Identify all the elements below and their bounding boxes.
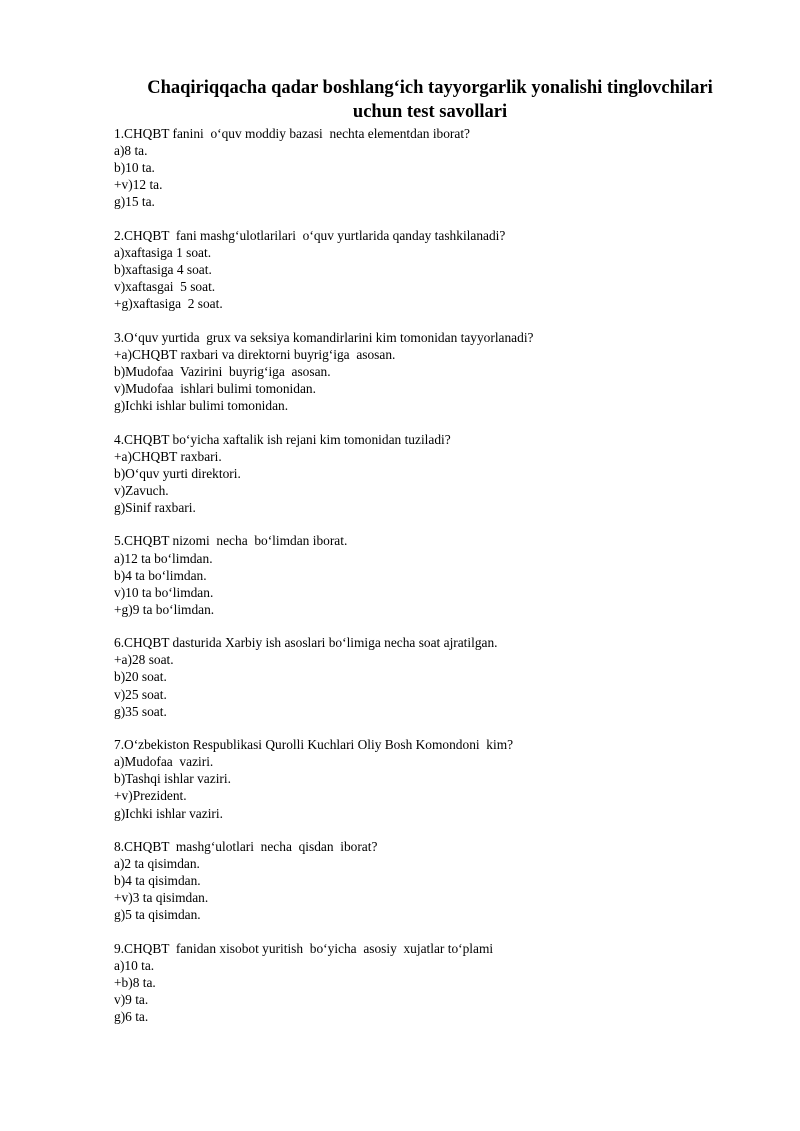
answer-option: g)Ichki ishlar bulimi tomonidan.: [114, 398, 289, 414]
question-block: [114, 838, 754, 923]
answer-option: a)Mudofaa vaziri.: [114, 754, 214, 770]
answer-option: +v)3 ta qisimdan.: [114, 890, 209, 906]
answer-option: a)8 ta.: [114, 143, 148, 159]
answer-option: a)2 ta qisimdan.: [114, 856, 200, 872]
answer-option: +b)8 ta.: [114, 975, 156, 991]
answer-option: b)4 ta qisimdan.: [114, 873, 201, 889]
answer-option: b)xaftasiga 4 soat.: [114, 262, 212, 278]
answer-option: v)10 ta bo‘limdan.: [114, 584, 214, 600]
answer-option: b)4 ta bo‘limdan.: [114, 567, 207, 583]
answer-option: +a)28 soat.: [114, 652, 174, 668]
question-block: [114, 940, 754, 1025]
question-block: [114, 125, 754, 210]
answer-option: g)Ichki ishlar vaziri.: [114, 805, 223, 821]
question-block: [114, 329, 754, 414]
title-line-1: Chaqiriqqacha qadar boshlang‘ich tayyorgarlik yonalishi tinglovchilari: [147, 78, 713, 98]
answer-option: +a)CHQBT raxbari va direktorni buyrig‘iga asosan.: [114, 346, 396, 362]
title-line-2: uchun test savollari: [352, 102, 508, 122]
question-text: 1.CHQBT fanini o‘quv moddiy bazasi nechta elementdan iborat?: [114, 126, 470, 141]
answer-option: g)15 ta.: [114, 194, 155, 210]
question-text: 7.O‘zbekiston Respublikasi Qurolli Kuchlari Oliy Bosh Komondoni kim?: [114, 737, 514, 753]
question-block: [114, 532, 754, 617]
question-block: [114, 431, 754, 516]
question-list: [114, 125, 754, 1042]
question-text: 6.CHQBT dasturida Xarbiy ish asoslari bo‘limiga necha soat ajratilgan.: [114, 635, 498, 651]
question-block: [114, 227, 754, 312]
question-block: [114, 736, 754, 821]
answer-option: v)xaftasgai 5 soat.: [114, 279, 216, 295]
answer-option: b)20 soat.: [114, 669, 167, 685]
question-text: 3.O‘quv yurtida grux va seksiya komandirlarini kim tomonidan tayyorlanadi?: [114, 329, 534, 345]
answer-option: v)Zavuch.: [114, 482, 169, 498]
answer-option: g)Sinif raxbari.: [114, 499, 196, 515]
answer-option: v)25 soat.: [114, 686, 167, 702]
answer-option: g)35 soat.: [114, 703, 167, 719]
answer-option: v)9 ta.: [114, 992, 149, 1008]
answer-option: a)xaftasiga 1 soat.: [114, 244, 212, 260]
question-text: 2.CHQBT fani mashg‘ulotlarilari o‘quv yurtlarida qanday tashkilanadi?: [114, 227, 506, 243]
answer-option: a)10 ta.: [114, 957, 155, 973]
answer-option: b)Tashqi ishlar vaziri.: [114, 771, 231, 787]
answer-option: g)6 ta.: [114, 1009, 149, 1025]
answer-option: b)O‘quv yurti direktori.: [114, 465, 241, 481]
question-text: 8.CHQBT mashg‘ulotlari necha qisdan iborat?: [114, 839, 378, 855]
document-title: [110, 76, 750, 124]
answer-option: +g)9 ta bo‘limdan.: [114, 601, 215, 617]
answer-option: +v)Prezident.: [114, 788, 187, 804]
answer-option: a)12 ta bo‘limdan.: [114, 550, 213, 566]
question-text: 5.CHQBT nizomi necha bo‘limdan iborat.: [114, 533, 348, 549]
answer-option: +a)CHQBT raxbari.: [114, 448, 222, 464]
answer-option: g)5 ta qisimdan.: [114, 907, 201, 923]
answer-option: b)10 ta.: [114, 160, 155, 176]
answer-option: +v)12 ta.: [114, 177, 163, 193]
answer-option: +g)xaftasiga 2 soat.: [114, 296, 223, 312]
question-text: 9.CHQBT fanidan xisobot yuritish bo‘yicha asosiy xujatlar to‘plami: [114, 940, 494, 956]
answer-option: b)Mudofaa Vazirini buyrig‘iga asosan.: [114, 363, 331, 379]
question-text: 4.CHQBT bo‘yicha xaftalik ish rejani kim tomonidan tuziladi?: [114, 431, 451, 447]
answer-option: v)Mudofaa ishlari bulimi tomonidan.: [114, 381, 316, 396]
question-block: [114, 634, 754, 719]
